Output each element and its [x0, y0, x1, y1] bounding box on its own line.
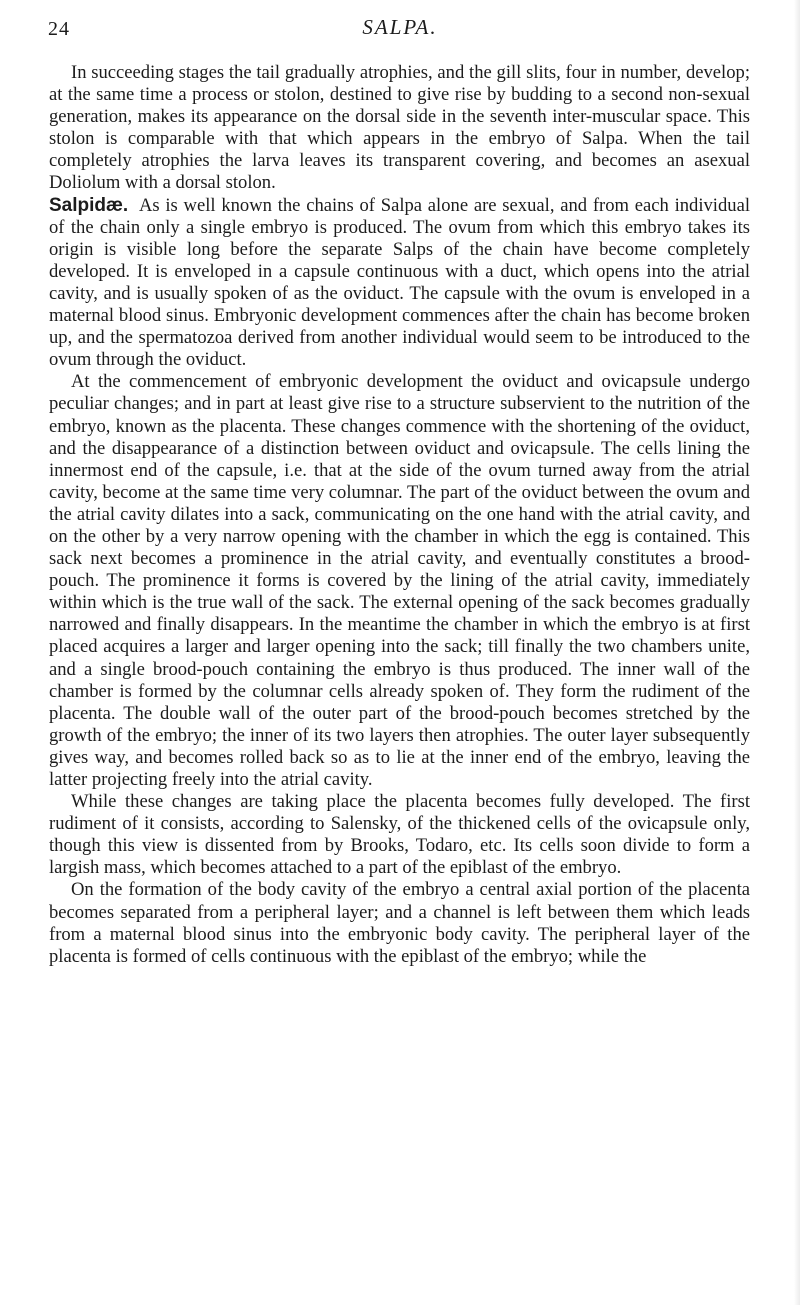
paragraph-text: As is well known the chains of Salpa alone are sexual, and from each individual of the chain only a single embryo is produced. The ovum from which this embryo takes its origin is visible long before the separate Salps of the chain have become completely developed. It is enveloped in a capsule continuous with a duct, which opens into the atrial cavity, and is usually spoken of as the oviduct. The capsule with the ovum is enveloped in a maternal blood sinus. Embryonic development commences after the chain has become broken up, and the spermatozoa derived from another individual would seem to be introduced to the ovum through the oviduct. — [49, 194, 750, 371]
body-text — [49, 62, 750, 968]
paragraph-text: While these changes are taking place the placenta becomes fully developed. The first rudiment of it consists, according to Salensky, of the thickened cells of the ovicapsule only, though this view is dissented from by Brooks, Todaro, etc. Its cells soon divide to form a largish mass, which becomes attached to a part of the epiblast of the embryo. — [49, 791, 750, 879]
paragraph-text: In succeeding stages the tail gradually atrophies, and the gill slits, four in number, develop; at the same time a process or stolon, destined to give rise by budding to a second non-sexual generation, makes its appearance on the dorsal side in the seventh inter-muscular space. This stolon is comparable with that which appears in the embryo of Salpa. When the tail completely atrophies the larva leaves its transparent covering, and becomes an asexual Doliolum with a dorsal stolon. — [49, 62, 750, 194]
paragraph-salpidae — [49, 195, 750, 372]
paragraph-tail-atrophy — [49, 62, 750, 195]
page-edge-shadow — [794, 0, 800, 1305]
running-head — [48, 12, 752, 44]
running-title: SALPA. — [362, 15, 438, 39]
section-heading: Salpidæ. — [49, 194, 129, 216]
paragraph-body-cavity — [49, 879, 750, 967]
page-number: 24 — [48, 18, 70, 40]
paragraph-placenta-development — [49, 791, 750, 879]
paragraph-text: At the commencement of embryonic development the oviduct and ovicapsule undergo peculiar changes; and in part at least give rise to a structure subservient to the nutrition of the embryo, known as the placenta. These changes commence with the shortening of the oviduct, and the disappearance of a distinction between oviduct and ovicapsule. The cells lining the innermost end of the capsule, i.e. that at the side of the ovum turned away from the atrial cavity, become at the same time very columnar. The part of the oviduct between the ovum and the atrial cavity dilates into a sack, communicating on the one hand with the atrial cavity, and on the other by a very narrow opening with the chamber in which the egg is contained. This sack next becomes a prominence in the atrial cavity, and eventually constitutes a brood-pouch. The prominence it forms is covered by the lining of the atrial cavity, immediately within which is the true wall of the sack. The external opening of the sack becomes gradually narrowed and finally disappears. In the meantime the chamber in which the embryo is at first placed acquires a larger and larger opening into the sack; till finally the two chambers unite, and a single brood-pouch containing the embryo is thus produced. The inner wall of the chamber is formed by the columnar cells already spoken of. They form the rudiment of the placenta. The double wall of the outer part of the brood-pouch becomes stretched by the growth of the embryo; the inner of its two layers then atrophies. The outer layer subsequently gives way, and becomes rolled back so as to lie at the inner end of the embryo, leaving the latter projecting freely into the atrial cavity. — [49, 371, 750, 790]
paragraph-text: On the formation of the body cavity of the embryo a central axial portion of the placenta becomes separated from a peripheral layer; and a channel is left between them which leads from a maternal blood sinus into the embryonic body cavity. The peripheral layer of the placenta is formed of cells continuous with the epiblast of the embryo; while the — [49, 879, 750, 967]
paragraph-placenta-origin — [49, 371, 750, 791]
